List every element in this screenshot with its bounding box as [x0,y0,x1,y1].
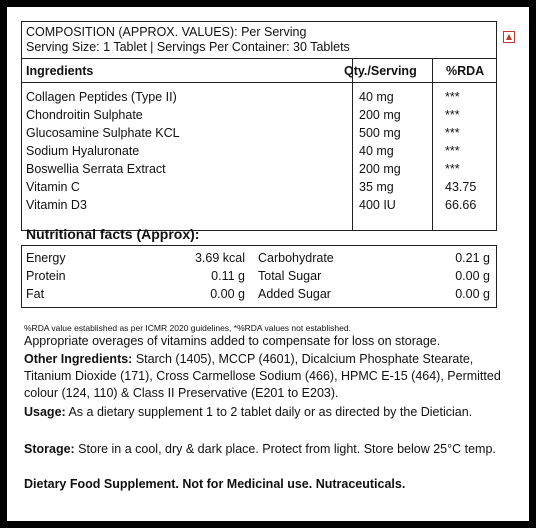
nutrition-table [21,245,497,308]
divider [22,58,496,59]
nutrient-name: Energy [26,251,66,265]
overages-text: Appropriate overages of vitamins added to compensate for loss on storage. [24,334,441,348]
ingredient-name: Collagen Peptides (Type II) [26,90,177,104]
storage [24,441,514,458]
ingredient-qty: 40 mg [359,144,394,158]
ingredient-qty: 400 IU [359,198,396,212]
header-ingredients: Ingredients [26,64,94,78]
nutrient-name: Fat [26,287,45,301]
table-row [22,144,496,161]
ingredient-name: Vitamin C [26,180,80,194]
ingredient-qty: 500 mg [359,126,401,140]
storage-text: Store in a cool, dry & dark place. Protect from light. Store below 25°C temp. [74,442,496,456]
serving-info: Serving Size: 1 Tablet | Servings Per Container: 30 Tablets [26,40,350,54]
usage-text: As a dietary supplement 1 to 2 tablet daily or as directed by the Dietician. [65,405,473,419]
nutrient-value: 0.00 g [455,269,490,283]
table-row [22,108,496,125]
ingredient-qty: 35 mg [359,180,394,194]
ingredient-name: Glucosamine Sulphate KCL [26,126,180,140]
ingredient-rda: *** [445,108,460,122]
header-rda: %RDA [446,64,485,78]
header-qty: Qty./Serving [344,64,417,78]
ingredient-qty: 40 mg [359,90,394,104]
table-row [22,162,496,179]
dietary-statement: Dietary Food Supplement. Not for Medicinal use. Nutraceuticals. [24,477,406,491]
ingredient-rda: *** [445,90,460,104]
nutrient-value: 0.00 g [210,287,245,301]
ingredient-qty: 200 mg [359,108,401,122]
rda-note: %RDA value established as per ICMR 2020 guidelines, *%RDA values not established. [24,323,351,333]
other-ingredients-label: Other Ingredients: [24,352,133,366]
nutrition-row [22,269,496,287]
nutrient-name: Protein [26,269,66,283]
table-row [22,90,496,107]
usage [24,404,514,421]
other-ingredients-text: Starch (1405), MCCP (4601), Dicalcium Phosphate Stearate, Titanium Dioxide (171), Cross Carmellose Sodium (466), HPMC E-15 (464), Permitted colour (124, 110) & Class II Preservative (E201 to E203). [24,352,501,400]
ingredient-name: Boswellia Serrata Extract [26,162,166,176]
ingredient-name: Vitamin D3 [26,198,87,212]
divider [22,82,496,83]
nutrient-name: Carbohydrate [258,251,334,265]
nutrition-row [22,287,496,305]
ingredient-rda: 66.66 [445,198,477,212]
warning-triangle-icon [503,31,515,43]
ingredient-rda: *** [445,162,460,176]
nutrient-value: 3.69 kcal [194,251,245,265]
nutrient-name: Total Sugar [258,269,322,283]
table-row [22,198,496,215]
ingredient-rda: *** [445,126,460,140]
nutrient-value: 0.00 g [455,287,490,301]
table-row [22,180,496,197]
table-row [22,126,496,143]
usage-label: Usage: [24,405,66,419]
ingredient-name: Chondroitin Sulphate [26,108,143,122]
nutrient-value: 0.11 g [211,269,245,283]
nutrient-value: 0.21 g [455,251,490,265]
ingredient-rda: *** [445,144,460,158]
ingredient-qty: 200 mg [359,162,401,176]
ingredient-rda: 43.75 [445,180,477,194]
composition-title: COMPOSITION (APPROX. VALUES): Per Serving [26,25,307,39]
storage-label: Storage: [24,442,75,456]
nutrition-title: Nutritional facts (Approx): [26,226,200,242]
other-ingredients [24,351,514,402]
nutrient-name: Added Sugar [258,287,331,301]
composition-table [21,21,497,231]
ingredient-name: Sodium Hyaluronate [26,144,140,158]
nutrition-row [22,251,496,269]
